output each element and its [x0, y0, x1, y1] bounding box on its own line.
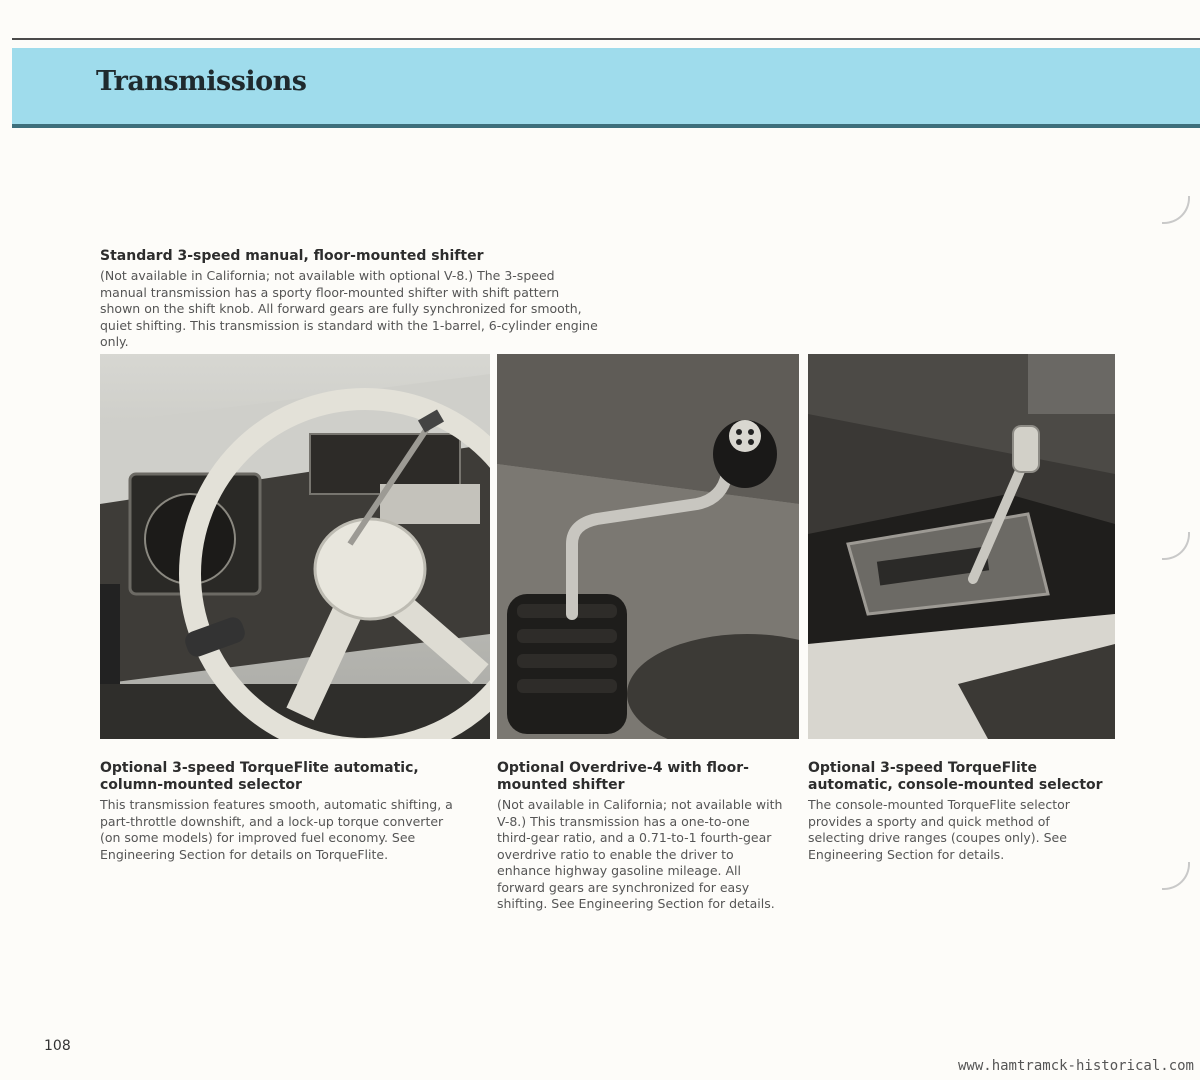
section-heading: Standard 3-speed manual, floor-mounted shifter: [100, 248, 484, 264]
console-selector-section: [808, 760, 1108, 863]
overdrive-section: [497, 760, 787, 913]
page-title: Transmissions: [96, 66, 307, 97]
floor-shifter-photo: [497, 354, 799, 739]
console-shifter-illustration: [808, 354, 1115, 739]
binder-ring-mark: [1162, 196, 1190, 224]
standard-transmission-section: [100, 248, 600, 351]
floor-shifter-illustration: [497, 354, 799, 739]
section-body: The console-mounted TorqueFlite selector provides a sporty and quick method of selecting drive ranges (coupes only). See Engineering Section for details.: [808, 797, 1070, 862]
footer-watermark-url: www.hamtramck-historical.com: [957, 1058, 1194, 1074]
section-heading: Optional 3-speed TorqueFlite automatic, column-mounted selector: [100, 760, 419, 793]
binder-ring-mark: [1162, 532, 1190, 560]
section-heading: Optional Overdrive-4 with floor-mounted shifter: [497, 760, 749, 793]
top-rule: [12, 38, 1200, 40]
section-body: (Not available in California; not available with optional V-8.) The 3-speed manual transmission has a sporty floor-mounted shifter with shift pattern shown on the shift knob. All forward gears are fully synchronized for smooth, quiet shifting. This transmission is standard with the 1-barrel, 6-cylinder engine only.: [100, 268, 598, 349]
column-shifter-photo: [100, 354, 490, 739]
header-band-rule: [12, 124, 1200, 128]
section-body: This transmission features smooth, automatic shifting, a part-throttle downshift, and a lock-up torque converter (on some models) for improved fuel economy. See Engineering Section for details on TorqueFlite.: [100, 797, 453, 862]
column-selector-section: [100, 760, 460, 863]
section-body: (Not available in California; not available with V-8.) This transmission has a one-to-one third-gear ratio, and a 0.71-to-1 fourth-gear overdrive ratio to enable the driver to enhance highway gasoline mileage. All forward gears are synchronized for easy shifting. See Engineering Section for details.: [497, 797, 783, 911]
steering-wheel-illustration: [100, 354, 490, 739]
section-heading: Optional 3-speed TorqueFlite automatic, console-mounted selector: [808, 760, 1103, 793]
console-shifter-photo: [808, 354, 1115, 739]
binder-ring-mark: [1162, 862, 1190, 890]
page-number: 108: [44, 1038, 71, 1054]
